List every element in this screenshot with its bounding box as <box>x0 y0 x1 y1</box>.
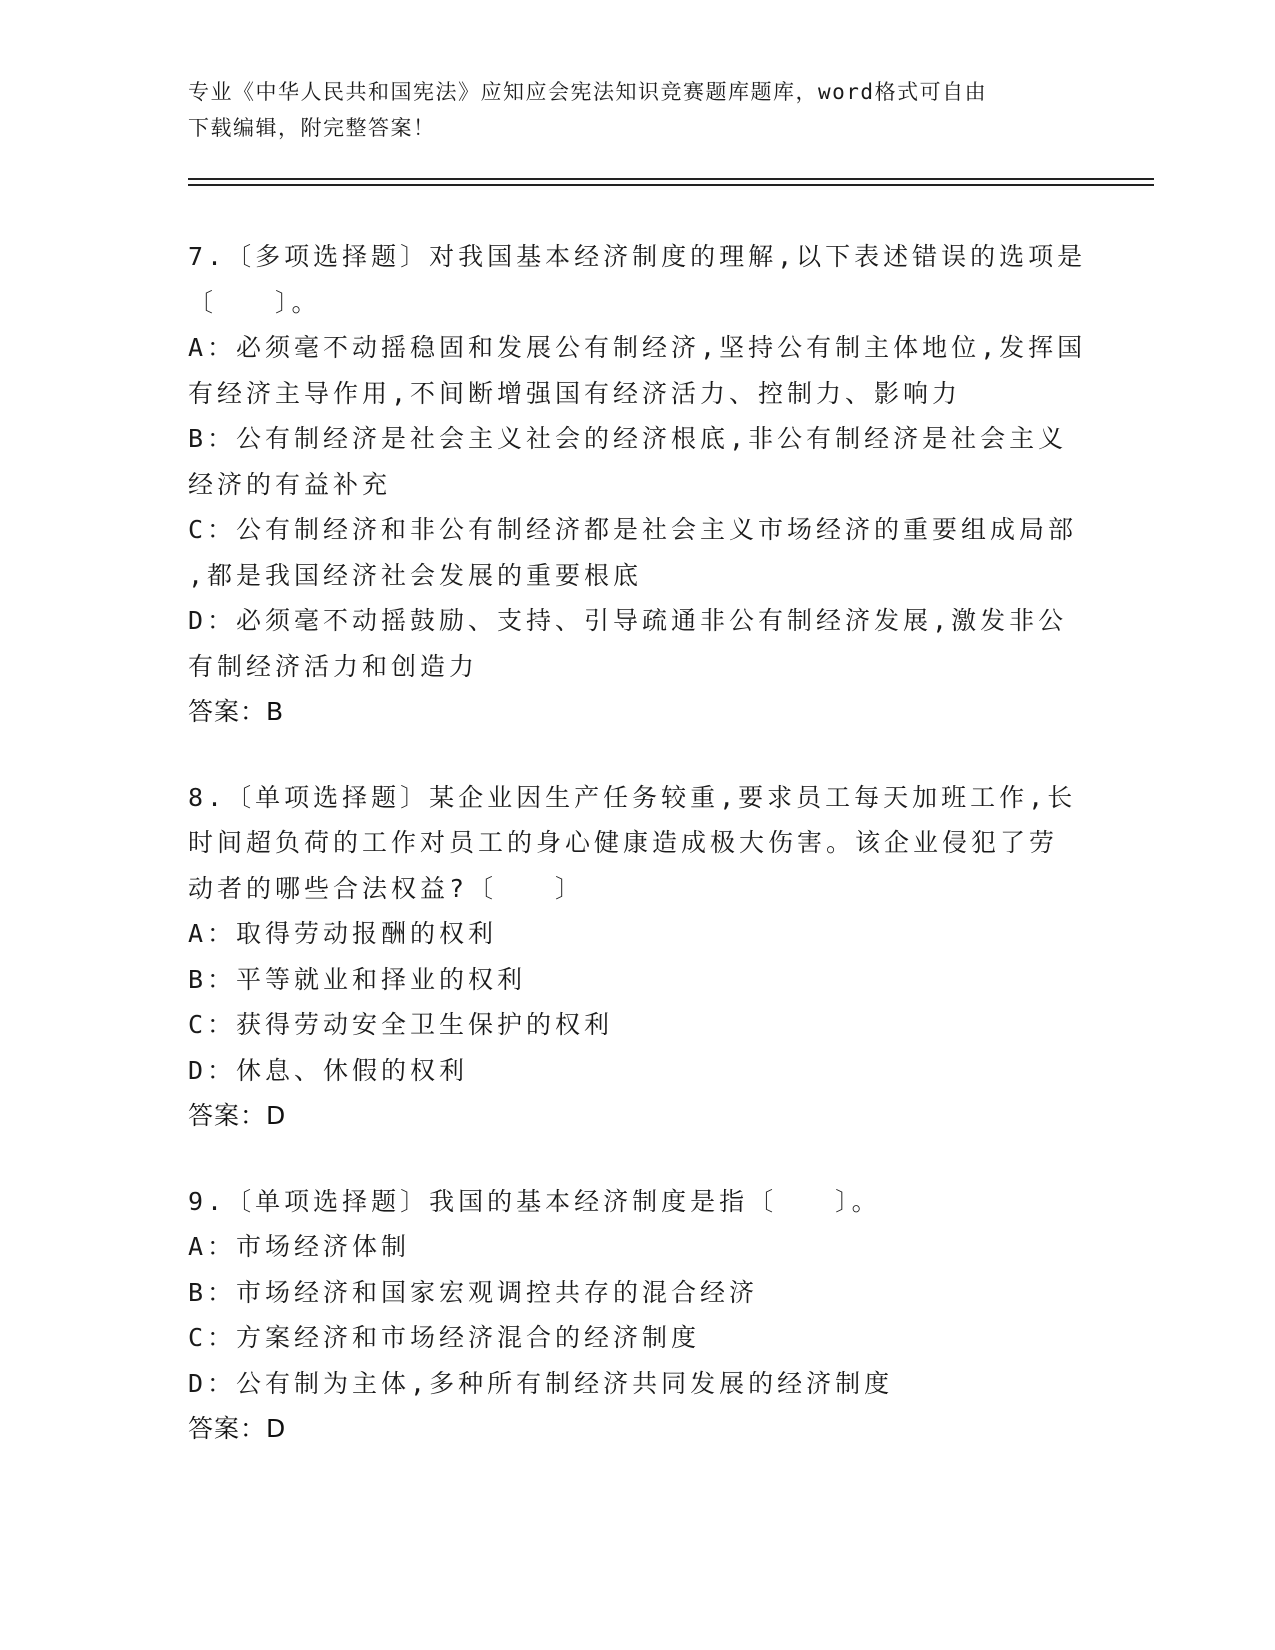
header-divider-top <box>188 178 1154 180</box>
question-stem-line: 7.〔多项选择题〕对我国基本经济制度的理解,以下表述错误的选项是 <box>188 242 1087 271</box>
question-stem-line: 9.〔单项选择题〕我国的基本经济制度是指〔 〕。 <box>188 1186 881 1216</box>
header-divider-bottom <box>188 184 1154 186</box>
option-line: 有制经济活力和创造力 <box>188 651 479 681</box>
option-c: C：方案经济和市场经济混合的经济制度 <box>188 1323 701 1352</box>
option-b <box>188 416 1088 507</box>
option-line: 经济的有益补充 <box>188 469 392 499</box>
question-list <box>188 234 1088 1492</box>
option-line: B：公有制经济是社会主义社会的经济根底,非公有制经济是社会主义 <box>188 424 1068 453</box>
option-a <box>188 325 1088 416</box>
answer: 答案：B <box>188 697 285 726</box>
option-b: B：平等就业和择业的权利 <box>188 964 527 994</box>
document-header <box>188 74 1088 146</box>
question-7 <box>188 234 1088 735</box>
header-line-2: 下载编辑，附完整答案！ <box>188 116 436 140</box>
option-c <box>188 507 1088 598</box>
option-d <box>188 598 1088 689</box>
answer: 答案：D <box>188 1414 287 1443</box>
option-line: D：必须毫不动摇鼓励、支持、引导疏通非公有制经济发展,激发非公 <box>188 606 1068 635</box>
question-8 <box>188 775 1088 1139</box>
question-stem-line: 时间超负荷的工作对员工的身心健康造成极大伤害。该企业侵犯了劳 <box>188 828 1059 857</box>
option-line: 有经济主导作用,不间断增强国有经济活力、控制力、影响力 <box>188 378 962 408</box>
question-stem-line: 8.〔单项选择题〕某企业因生产任务较重,要求员工每天加班工作,长 <box>188 782 1077 812</box>
question-9 <box>188 1179 1088 1452</box>
question-stem-line: 〔 〕。 <box>188 287 321 317</box>
option-d: D：休息、休假的权利 <box>188 1055 469 1085</box>
option-line: ,都是我国经济社会发展的重要根底 <box>188 560 643 590</box>
option-d: D：公有制为主体,多种所有制经济共同发展的经济制度 <box>188 1368 894 1398</box>
option-line: A：必须毫不动摇稳固和发展公有制经济,坚持公有制主体地位,发挥国 <box>188 333 1087 362</box>
answer: 答案：D <box>188 1101 287 1130</box>
header-line-1: 专业《中华人民共和国宪法》应知应会宪法知识竞赛题库题库，word格式可自由 <box>188 80 988 104</box>
option-c: C：获得劳动安全卫生保护的权利 <box>188 1010 614 1039</box>
option-a: A：市场经济体制 <box>188 1232 411 1261</box>
option-line: C：公有制经济和非公有制经济都是社会主义市场经济的重要组成局部 <box>188 515 1078 544</box>
option-b: B：市场经济和国家宏观调控共存的混合经济 <box>188 1277 759 1307</box>
question-stem-line: 动者的哪些合法权益?〔 〕 <box>188 873 585 903</box>
option-a: A：取得劳动报酬的权利 <box>188 919 498 948</box>
